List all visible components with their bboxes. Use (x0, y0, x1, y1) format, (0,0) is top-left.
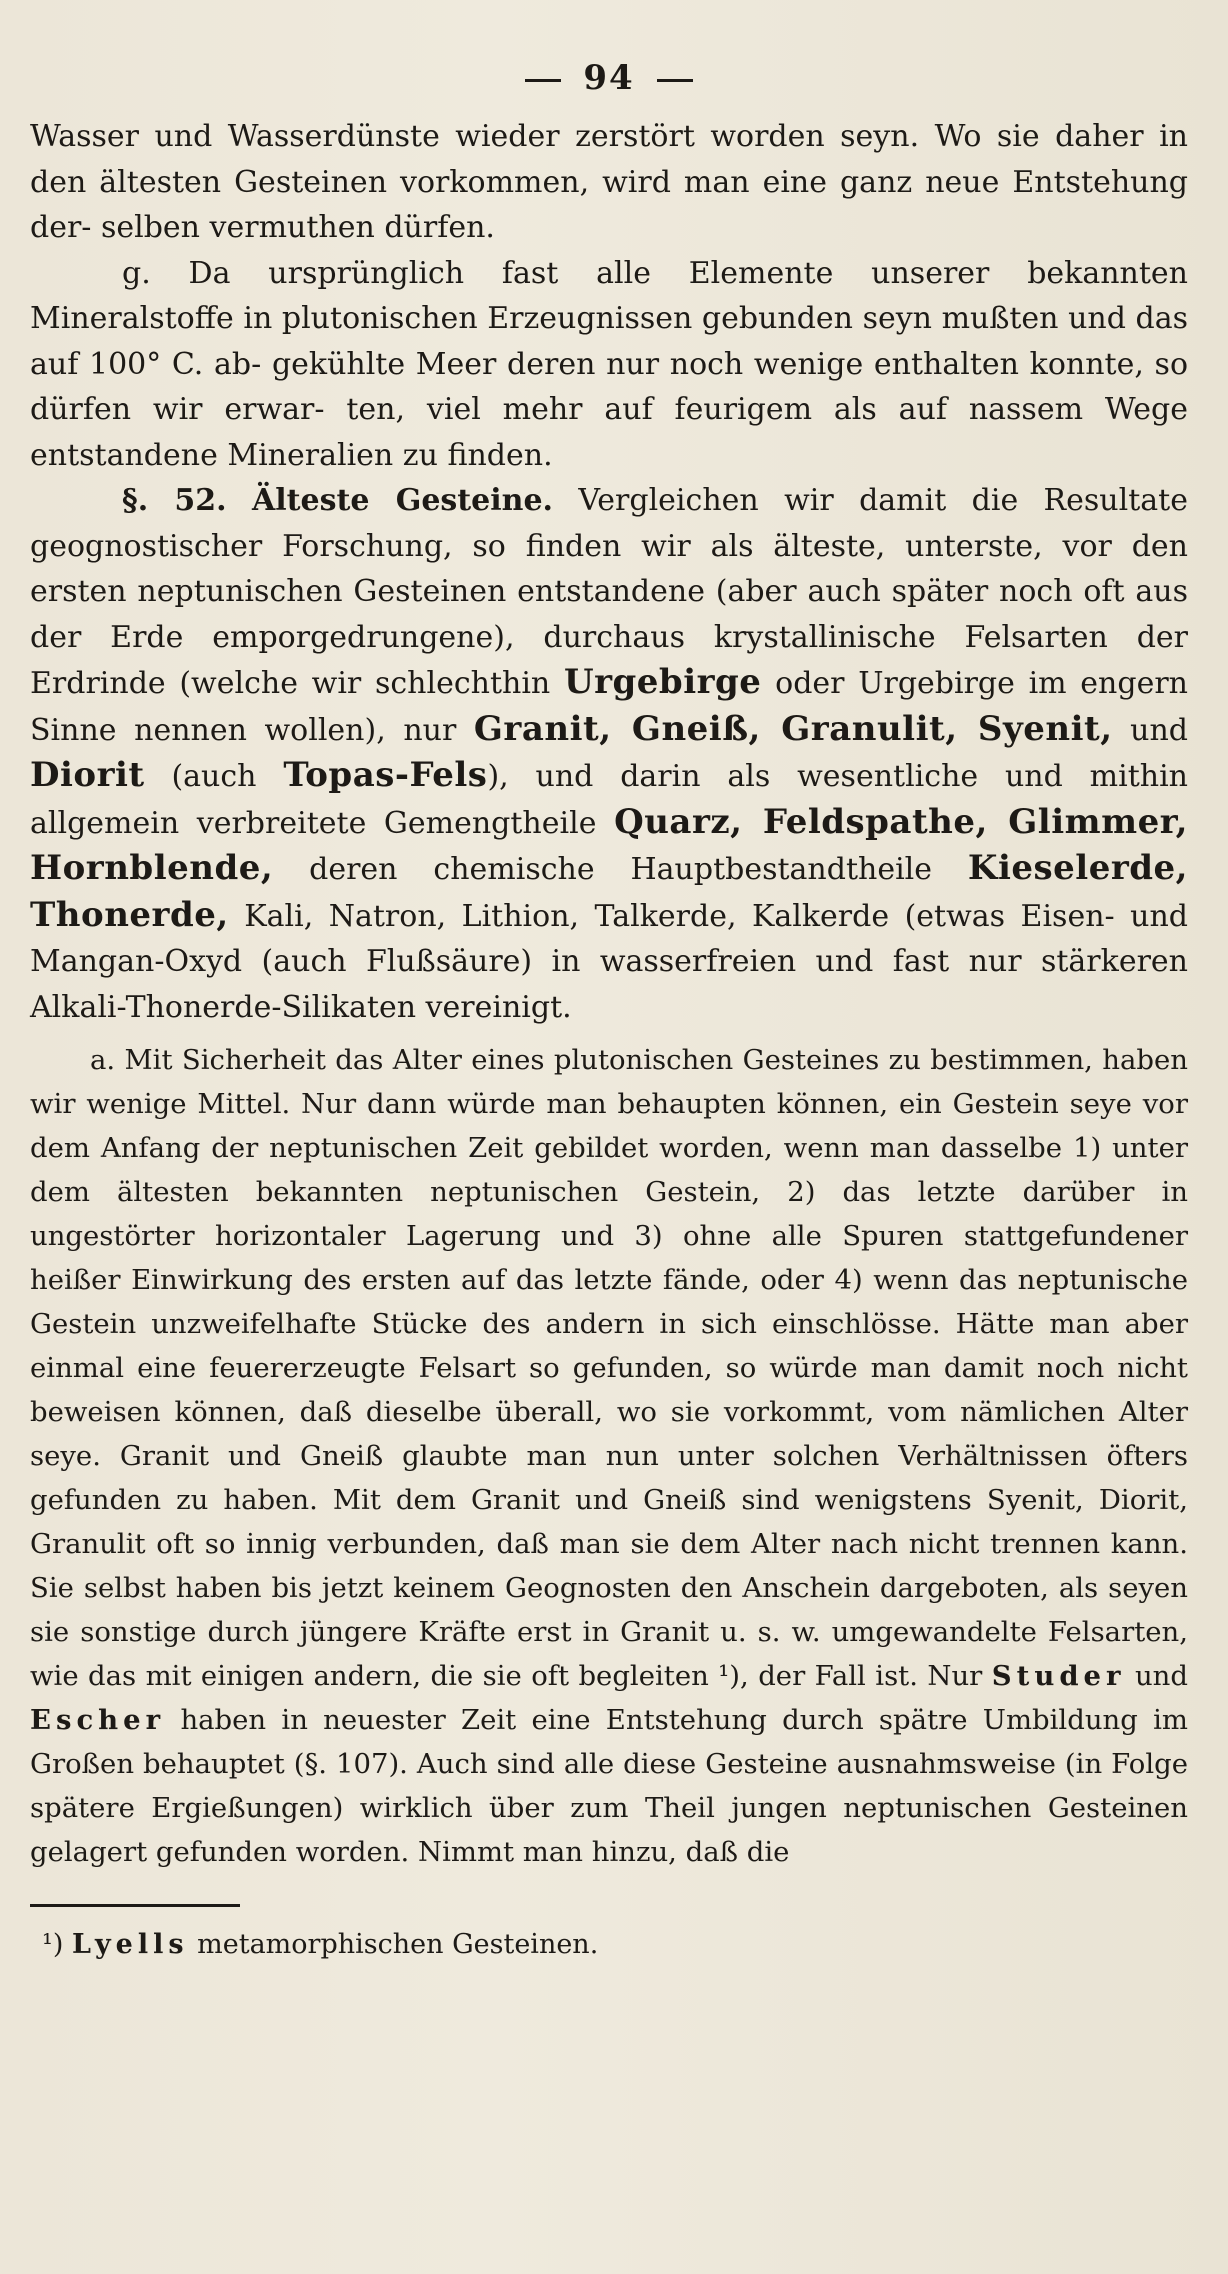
section-title: Älteste Gesteine. (251, 483, 553, 518)
small-text (30, 1038, 1188, 1874)
term-rocks: Granit, Gneiß, Granulit, Syenit, (473, 708, 1113, 749)
section-52: §. 52. Älteste Gesteine. Vergleichen wir damit die Resultate geognostischer Forschung, so finden wir als älteste, unterste, vor den ersten neptunischen Gesteinen entstandene (aber auch später noch oft aus der Erde emporgedrungene), durchaus krystallinische Felsarten der Erdrinde (welche wir schlechthin Urgebirge oder Urgebirge im engern Sinne nennen wollen), nur Granit, Gneiß, Granulit, Syenit, und Diorit (auch Topas-Fels), und darin als wesentliche und mithin allgemein verbreitete Gemengtheile Quarz, Feldspathe, Glimmer, Hornblende, deren chemische Hauptbestandtheile Kieselerde, Thonerde, Kali, Natron, Lithion, Talkerde, Kalkerde (etwas Eisen- und Mangan-Oxyd (auch Flußsäure) in wasserfreien und fast nur stärkeren Alkali-Thonerde-Silikaten vereinigt. (30, 483, 1189, 1025)
dash-left (525, 79, 561, 82)
name-escher: Escher (30, 1704, 166, 1736)
page-number: 94 (30, 56, 1188, 100)
term-topas: Topas-Fels (283, 755, 488, 795)
term-urgebirge: Urgebirge (563, 662, 762, 702)
footnote-ref: ¹) (718, 1660, 741, 1692)
paragraph-g: g. Da ursprünglich fast alle Elemente unserer bekannten Mineralstoffe in plutonischen Erzeugnissen gebunden seyn mußten und das auf 100° C. ab- gekühlte Meer deren nur noch wenige enthalten konnte, so dürfen wir erwar- ten, viel mehr auf feurigem als auf nassem Wege entstandene Mineralien zu finden. (30, 255, 1189, 473)
term-diorit: Diorit (30, 755, 145, 795)
paragraph-continuation: Wasser und Wasserdünste wieder zerstört worden seyn. Wo sie daher in den ältesten Gesteinen vorkommen, wird man eine ganz neue Entstehung der- selben vermuthen dürfen. (30, 119, 1188, 245)
name-studer: Studer (991, 1660, 1126, 1692)
section-number: §. 52. (122, 483, 227, 518)
term-minerals: Quarz, Feldspathe, Glimmer, Hornblende, (30, 801, 1188, 888)
main-text (30, 114, 1188, 1030)
footnote-rule (30, 1904, 240, 1907)
term-earths: Kieselerde, Thonerde, (30, 848, 1188, 935)
dash-right (657, 79, 693, 82)
footnote-name: Lyells (71, 1929, 189, 1960)
paragraph-a: a. Mit Sicherheit das Alter eines plutonischen Gesteines zu bestimmen, haben wir wenige Mittel. Nur dann würde man behaupten können, ein Gestein seye vor dem Anfang der neptunischen Zeit gebildet worden, wenn man dasselbe 1) unter dem ältesten bekannten neptunischen Gestein, 2) das letzte darüber in ungestörter horizontaler Lagerung und 3) ohne alle Spuren stattgefundener heißer Einwirkung des ersten auf das letzte fände, oder 4) wenn das neptunische Gestein unzweifelhafte Stücke des andern in sich einschlösse. Hätte man aber einmal eine feuererzeugte Felsart so gefunden, so würde man damit noch nicht beweisen können, daß dieselbe überall, wo sie vorkommt, vom nämlichen Alter seye. Granit und Gneiß glaubte man nun unter solchen Verhältnissen öfters gefunden zu haben. Mit dem Granit und Gneiß sind wenigstens Syenit, Diorit, Granulit oft so innig verbunden, daß man sie dem Alter nach nicht trennen kann. Sie selbst haben bis jetzt keinem Geognosten den Anschein dargeboten, als seyen sie sonstige durch jüngere Kräfte erst in Granit u. s. w. umgewandelte Felsarten, wie das mit einigen andern, die sie oft begleiten ¹), der Fall ist. Nur Studer und Escher haben in neuester Zeit eine Entstehung durch spätre Umbildung im Großen behauptet (§. 107). Auch sind alle diese Gesteine ausnahmsweise (in Folge spätere Ergießungen) wirklich über zum Theil jungen neptunischen Gesteinen gelagert gefunden worden. Nimmt man hinzu, daß die (30, 1044, 1188, 1868)
footnote: ¹) Lyells metamorphischen Gesteinen. (42, 1929, 599, 1960)
